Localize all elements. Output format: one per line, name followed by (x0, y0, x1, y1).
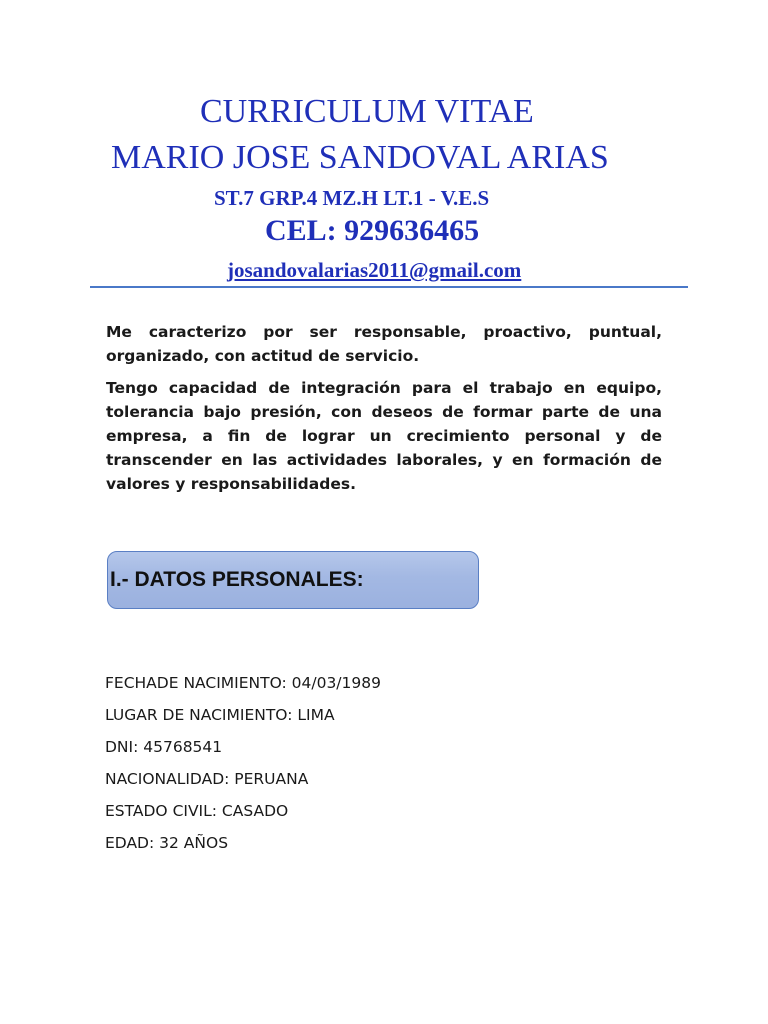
personal-data-birthdate: FECHADE NACIMIENTO: 04/03/1989 (105, 674, 381, 692)
candidate-address: ST.7 GRP.4 MZ.H LT.1 - V.E.S (214, 186, 490, 210)
intro-paragraph-2: Tengo capacidad de integración para el trabajo en equipo, tolerancia bajo presión, con deseos de formar parte de una empresa, a fin de lograr un crecimiento personal y de transcender en las actividades laborales, y en formación de valores y responsabilidades. (106, 379, 662, 493)
intro-paragraph-1: Me caracterizo por ser responsable, proactivo, puntual, organizado, con actitud de servicio. (106, 323, 662, 365)
personal-data-nationality: NACIONALIDAD: PERUANA (105, 770, 309, 788)
section-title: I.- DATOS PERSONALES: (110, 568, 364, 591)
personal-data-birthplace: LUGAR DE NACIMIENTO: LIMA (105, 706, 335, 724)
document-title: CURRICULUM VITAE (200, 93, 534, 130)
personal-data-list (105, 667, 381, 859)
personal-data-age: EDAD: 32 AÑOS (105, 834, 229, 852)
personal-data-dni: DNI: 45768541 (105, 738, 223, 756)
candidate-phone: CEL: 929636465 (265, 214, 480, 247)
header-divider (90, 286, 688, 288)
candidate-name: MARIO JOSE SANDOVAL ARIAS (111, 139, 609, 176)
personal-data-marital-status: ESTADO CIVIL: CASADO (105, 802, 289, 820)
candidate-email-link[interactable]: josandovalarias2011@gmail.com (227, 258, 522, 282)
section-header-personal-data (107, 551, 479, 609)
